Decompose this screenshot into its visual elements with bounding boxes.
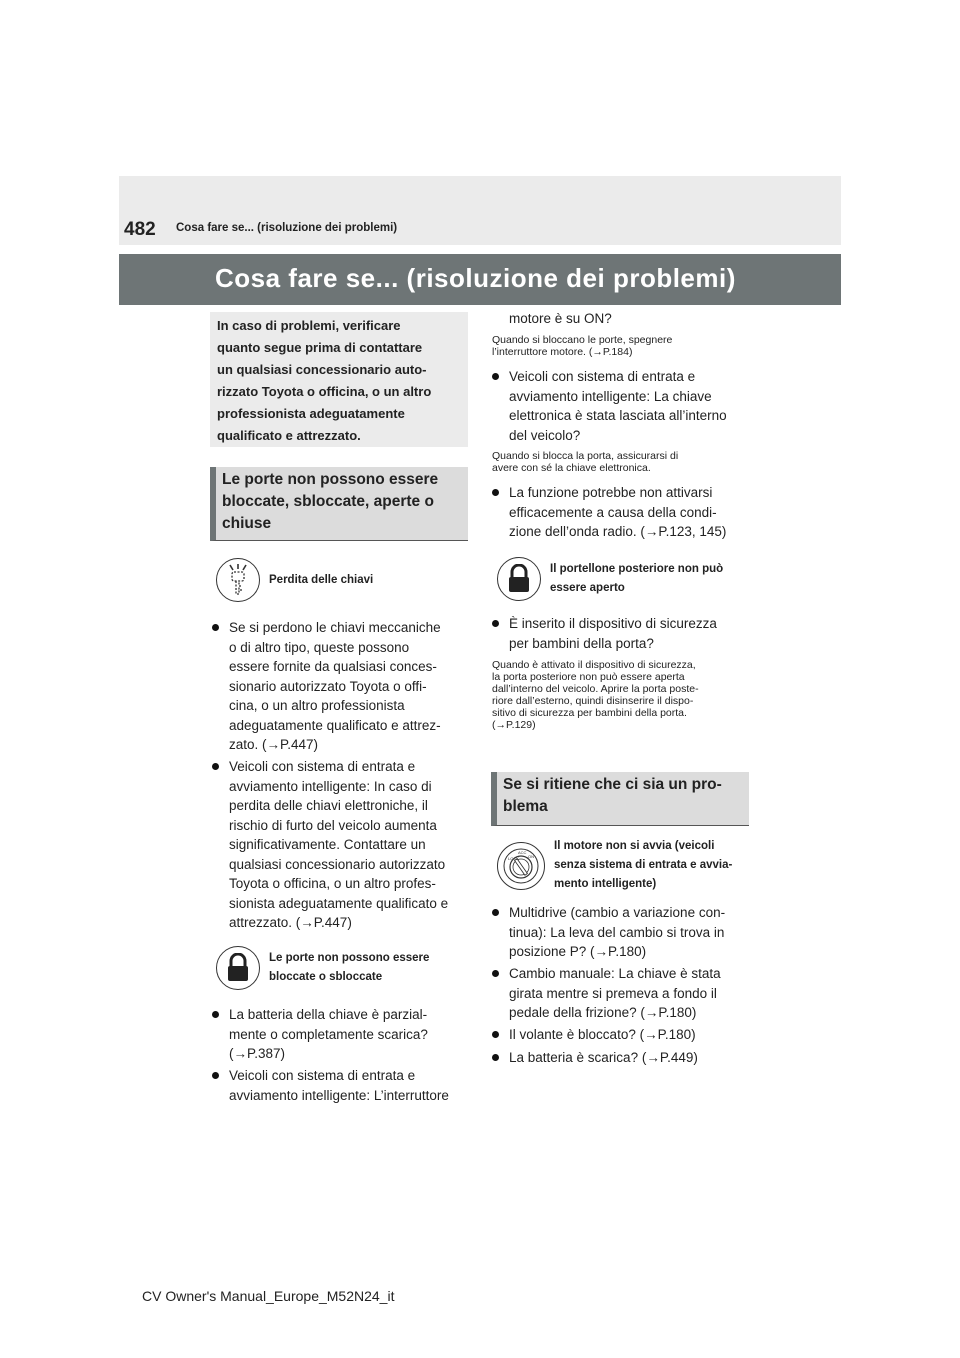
ignition-switch-icon (497, 842, 545, 890)
intro-line: In caso di problemi, verificare (217, 318, 401, 333)
svg-text:ACC: ACC (518, 849, 527, 855)
list-item: Cambio manuale: La chiave è stata girata mentre si premeva a fondo il pedale della frizione? (→P.180) (491, 964, 753, 1023)
lock-icon (497, 557, 541, 601)
list-item: La batteria è scarica? (→P.449) (491, 1048, 753, 1068)
list-item: La batteria della chiave è parzial- mente o completamente scarica? (→P.387) (211, 1005, 473, 1064)
note: Quando si blocca la porta, assicurarsi di avere con sé la chiave elettronica. (492, 450, 679, 474)
svg-text:ON: ON (528, 853, 534, 859)
list-item: Veicoli con sistema di entrata e avviamento intelligente: L’interruttore (211, 1066, 476, 1105)
subheading-lost-keys: Perdita delle chiavi (216, 558, 373, 602)
subheading-doors-cannot-lock: Le porte non possono essere bloccate o sbloccate (216, 946, 429, 990)
continued-text: motore è su ON? (509, 311, 612, 326)
list-item: Multidrive (cambio a variazione con- tinua): La leva del cambio si trova in posizione P? (→P.180) (491, 903, 756, 962)
page-number: 482 (124, 219, 156, 240)
list-item: La funzione potrebbe non attivarsi efficacemente a causa della condi- zione dell’onda radio. (→P.123, 145) (491, 483, 753, 542)
list-item: Se si perdono le chiavi meccaniche o di altro tipo, queste possono essere fornite da qualsiasi conces- sionario autorizzato Toyota o offi- cina, o un altro professionista adeguatamente qualificato e attrez- zato. (→P.447) (211, 618, 473, 755)
svg-text:LOCK: LOCK (508, 855, 519, 861)
footer: CV Owner's Manual_Europe_M52N24_it (142, 1288, 395, 1304)
title-band (119, 254, 841, 305)
intro-line: quanto segue prima di contattare (217, 340, 423, 355)
intro-line: professionista adeguatamente (217, 406, 405, 421)
section-heading-problem: Se si ritiene che ci sia un pro- blema (491, 772, 749, 826)
list-item: È inserito il dispositivo di sicurezza per bambini della porta? (491, 614, 753, 653)
page-title: Cosa fare se... (risoluzione dei problemi) (215, 263, 736, 293)
intro-line: qualificato e attrezzato. (217, 428, 361, 443)
subheading-engine-wont-start: LOCK ACC ON Il motore non si avvia (veicoli senza sistema di entrata e avvia- mento intelligente) (497, 837, 732, 894)
subheading-tailgate: Il portellone posteriore non può essere aperto (497, 557, 723, 601)
list-item: Veicoli con sistema di entrata e avviamento intelligente: La chiave elettronica è stata lasciata all’interno del veicolo? (491, 367, 753, 445)
lock-icon (216, 946, 260, 990)
intro-line: un qualsiasi concessionario auto- (217, 362, 427, 377)
note: Quando è attivato il dispositivo di sicurezza, la porta posteriore non può essere aperta dall’interno del veicolo. Aprire la porta poste- riore dall’esterno, quindi disinserire il dispo- sitivo di sicurezza per bambini della porta. (→P.129) (492, 659, 699, 731)
intro-line: rizzato Toyota o officina, o un altro (217, 384, 432, 399)
header-bar (119, 176, 841, 245)
intro-box (210, 312, 468, 447)
list-item: Veicoli con sistema di entrata e avviamento intelligente: In caso di perdita delle chiavi elettroniche, il rischio di furto del veicolo aumenta significativamente. Contattare un qualsiasi concessionario autorizzato Toyota o officina, o un altro profes- sionista adeguatamente qualificato e attrezzato. (→P.447) (211, 757, 476, 933)
list-item: Il volante è bloccato? (→P.180) (491, 1025, 753, 1045)
section-heading-doors: Le porte non possono essere bloccate, sbloccate, aperte o chiuse (210, 467, 468, 541)
note: Quando si bloccano le porte, spegnere l’interruttore motore. (→P.184) (492, 334, 673, 358)
lost-key-icon (216, 558, 260, 602)
running-title: Cosa fare se... (risoluzione dei problemi) (176, 222, 398, 234)
